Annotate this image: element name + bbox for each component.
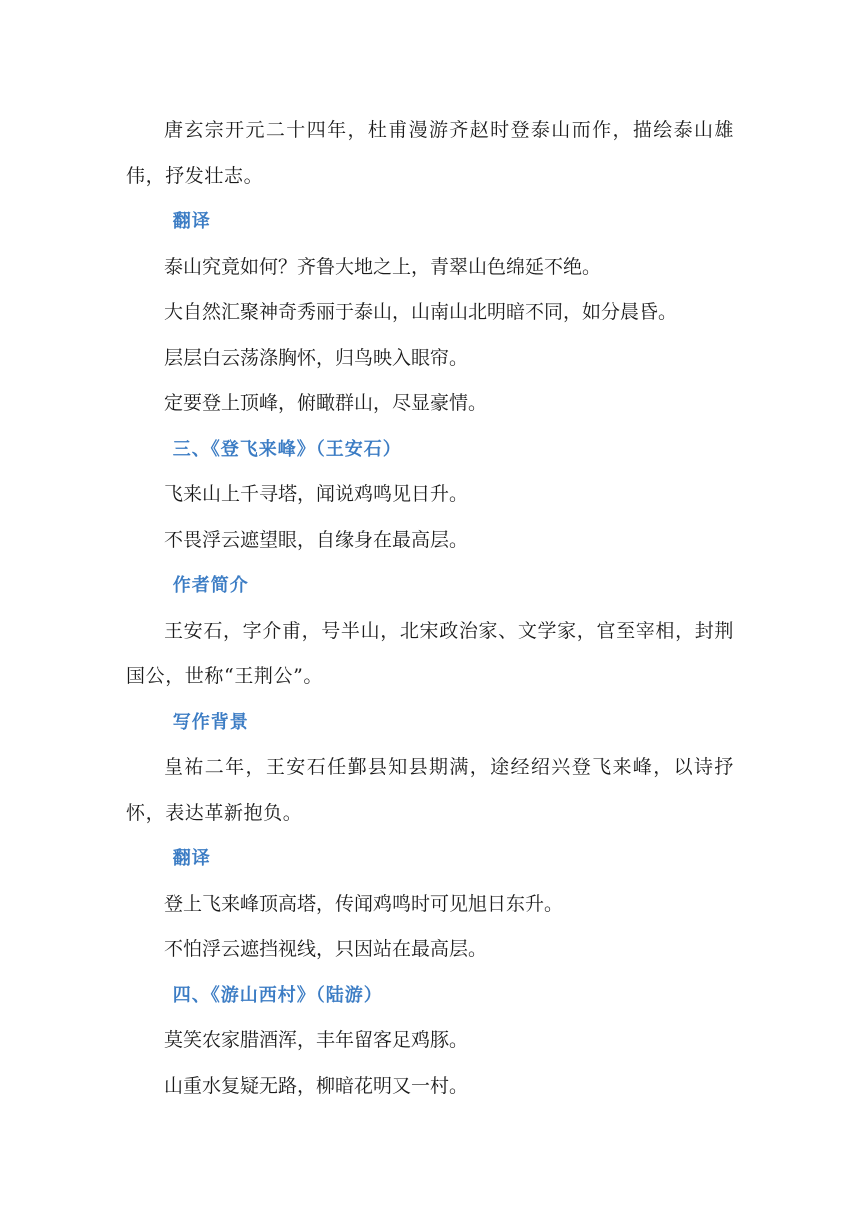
translation-line: 大自然汇聚神奇秀丽于泰山，山南山北明暗不同，如分晨昏。 (164, 301, 678, 323)
section-heading-3: 三、《登飞来峰》（王安石） (172, 438, 402, 460)
paragraph-writing-background: 皇祐二年，王安石任鄞县知县期满，途经绍兴登飞来峰，以诗抒怀，表达革新抱负。 (126, 756, 734, 824)
heading-writing-background: 写作背景 (172, 711, 249, 733)
paragraph-author-intro: 王安石，字介甫，号半山，北宋政治家、文学家，官至宰相，封荆国公，世称“王荆公”。 (126, 619, 734, 687)
section-heading-4: 四、《游山西村》（陆游） (172, 984, 383, 1006)
heading-translation-2: 翻译 (172, 848, 211, 869)
translation-line: 不怕浮云遮挡视线，只因站在最高层。 (164, 938, 488, 960)
poem-line: 山重水复疑无路，柳暗花明又一村。 (164, 1074, 469, 1097)
translation-line: 登上飞来峰顶高塔，传闻鸡鸣时可见旭日东升。 (164, 892, 564, 915)
heading-translation-1: 翻译 (172, 211, 211, 232)
poem-line: 莫笑农家腊酒浑，丰年留客足鸡豚。 (164, 1029, 469, 1051)
translation-line: 层层白云荡涤胸怀，归鸟映入眼帘。 (164, 346, 469, 369)
poem-line: 飞来山上千寻塔，闻说鸡鸣见日升。 (164, 483, 469, 505)
translation-line: 泰山究竟如何？齐鲁大地之上，青翠山色绵延不绝。 (164, 255, 602, 278)
translation-line: 定要登上顶峰，俯瞰群山，尽显豪情。 (164, 392, 488, 414)
heading-author-intro: 作者简介 (172, 575, 249, 596)
poem-line: 不畏浮云遮望眼，自缘身在最高层。 (164, 528, 469, 551)
paragraph-background-dufu: 唐玄宗开元二十四年，杜甫漫游齐赵时登泰山而作，描绘泰山雄伟，抒发壮志。 (126, 119, 734, 187)
